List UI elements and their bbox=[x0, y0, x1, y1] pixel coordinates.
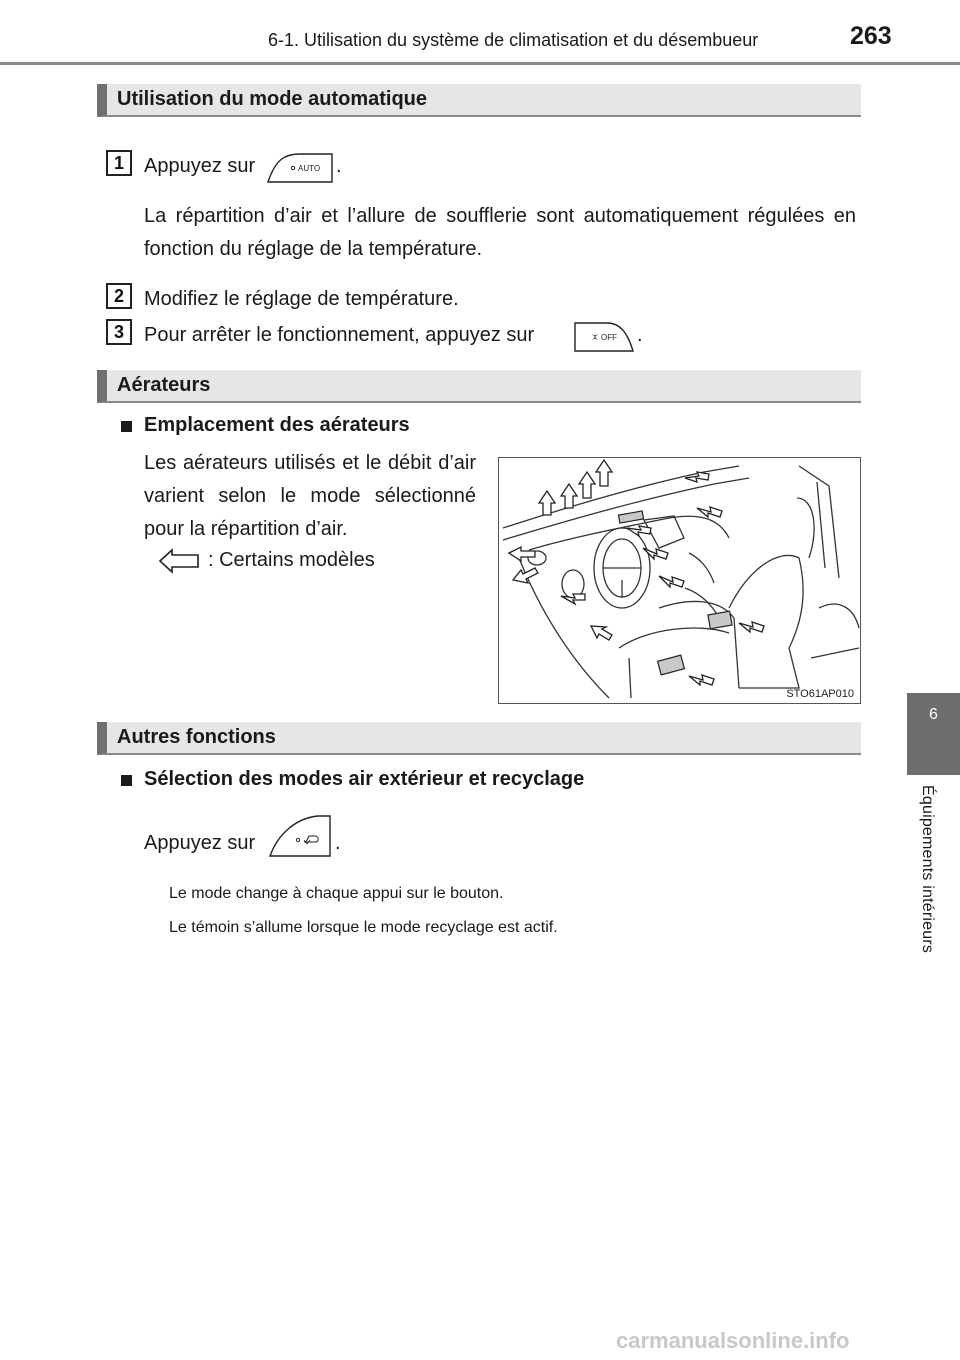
step-1-detail: La répartition d’air et l’allure de soufflerie sont automatiquement régulées en fonction du réglage de la température. bbox=[144, 205, 856, 260]
step-1-period: . bbox=[336, 155, 342, 177]
note-2: Le témoin s’allume lorsque le mode recyclage est actif. bbox=[169, 919, 558, 936]
bullet-icon bbox=[119, 418, 135, 434]
car-interior-drawing bbox=[499, 458, 861, 704]
section-header-other-functions bbox=[97, 722, 861, 755]
step-number-3: 3 bbox=[106, 319, 132, 345]
chapter-tab-label: Équipements intérieurs bbox=[919, 785, 936, 954]
section-header-auto-mode bbox=[97, 84, 861, 117]
bullet-icon bbox=[119, 772, 135, 788]
chapter-title: 6-1. Utilisation du système de climatisation et du désembueur bbox=[268, 30, 759, 50]
off-button-icon bbox=[573, 321, 635, 353]
note-1: Le mode change à chaque appui sur le bouton. bbox=[169, 885, 504, 902]
watermark: carmanualsonline.info bbox=[616, 1328, 850, 1353]
step-3-period: . bbox=[637, 324, 643, 346]
section-title: Autres fonctions bbox=[117, 726, 276, 748]
vent-location-illustration bbox=[498, 457, 861, 704]
section-header-vents bbox=[97, 370, 861, 403]
svg-text:OFF: OFF bbox=[601, 333, 617, 342]
legend-text: : Certains modèles bbox=[208, 549, 375, 571]
section-title: Utilisation du mode automatique bbox=[117, 88, 428, 110]
subheading-air-mode: Sélection des modes air extérieur et recyclage bbox=[144, 768, 585, 790]
vents-paragraph: Les aérateurs utilisés et le débit d’air varient selon le mode sélectionné pour la répartition d’air. bbox=[144, 452, 476, 540]
air-mode-instruction: Appuyez sur bbox=[144, 832, 256, 854]
section-title: Aérateurs bbox=[117, 374, 211, 396]
chapter-tab-number: 6 bbox=[929, 706, 938, 723]
vent-arrow-legend-icon bbox=[158, 548, 200, 574]
illustration-code: STO61AP010 bbox=[786, 688, 854, 700]
svg-text:AUTO: AUTO bbox=[298, 164, 321, 173]
step-number-1: 1 bbox=[106, 150, 132, 176]
subheading-vent-location: Emplacement des aérateurs bbox=[144, 414, 410, 436]
header-rule bbox=[0, 62, 960, 65]
step-3-text: Pour arrêter le fonctionnement, appuyez sur bbox=[144, 324, 535, 346]
step-2-text: Modifiez le réglage de température. bbox=[144, 288, 459, 310]
step-number-2: 2 bbox=[106, 283, 132, 309]
recirculation-button-icon bbox=[268, 814, 332, 858]
step-1-text: Appuyez sur bbox=[144, 155, 256, 177]
air-mode-period: . bbox=[335, 832, 341, 854]
auto-button-icon bbox=[266, 152, 334, 184]
page-number: 263 bbox=[850, 22, 892, 50]
